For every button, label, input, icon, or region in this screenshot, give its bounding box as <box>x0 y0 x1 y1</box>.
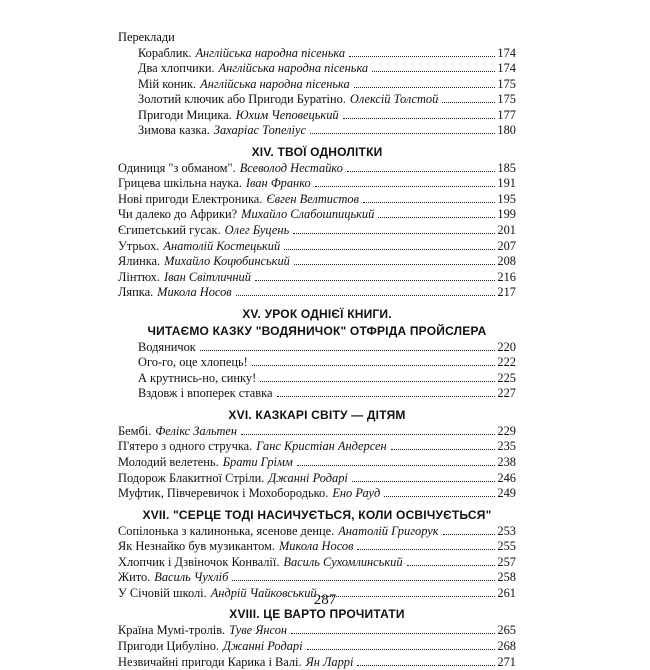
toc-entry[interactable] <box>118 340 516 356</box>
entry-author: Ян Ларрі <box>306 655 354 670</box>
entry-author: Олексій Толстой <box>350 92 438 108</box>
entry-title: Одиниця "з обманом". <box>118 161 236 177</box>
entry-title: А крутнись-но, синку! <box>138 371 256 387</box>
toc-entry[interactable] <box>118 285 516 301</box>
section-label: Переклади <box>118 30 516 46</box>
dot-leader <box>443 533 496 535</box>
dot-leader <box>297 464 496 466</box>
toc-entry[interactable] <box>118 655 516 670</box>
entry-author: Іван Світличний <box>164 270 251 286</box>
toc-entry[interactable] <box>118 371 516 387</box>
entry-title: Ялинка. <box>118 254 160 270</box>
entry-page: 199 <box>497 207 516 223</box>
entry-title: Чи далеко до Африки? <box>118 207 237 223</box>
entry-author: Михайло Коцюбинський <box>164 254 290 270</box>
entry-page: 195 <box>497 192 516 208</box>
section-heading: XVIII. ЦЕ ВАРТО ПРОЧИТАТИ <box>118 606 516 623</box>
entry-page: 271 <box>497 655 516 670</box>
entry-title: Молодий велетень. <box>118 455 219 471</box>
toc-entry[interactable] <box>118 471 516 487</box>
section-heading: XIV. ТВОЇ ОДНОЛІТКИ <box>118 144 516 161</box>
entry-author: Василь Сухомлинський <box>283 555 402 571</box>
toc-entry[interactable] <box>118 455 516 471</box>
entry-page: 265 <box>497 623 516 639</box>
dot-leader <box>343 117 496 119</box>
toc-entry[interactable] <box>118 270 516 286</box>
dot-leader <box>277 395 496 397</box>
entry-page: 174 <box>497 46 516 62</box>
entry-author: Євген Велтистов <box>266 192 359 208</box>
toc-entry[interactable] <box>118 61 516 77</box>
entry-page: 227 <box>497 386 516 402</box>
entry-title: Золотий ключик або Пригоди Буратіно. <box>138 92 346 108</box>
entry-author: Ено Рауд <box>332 486 380 502</box>
entry-author: Англійська народна пісенька <box>200 77 350 93</box>
entry-author: Фелікс Зальтен <box>155 424 237 440</box>
entry-page: 191 <box>497 176 516 192</box>
entry-page: 253 <box>497 524 516 540</box>
page-number: 287 <box>0 592 650 609</box>
toc-entry[interactable] <box>118 524 516 540</box>
entry-page: 258 <box>497 570 516 586</box>
entry-title: Нові пригоди Електроника. <box>118 192 262 208</box>
toc-entry[interactable] <box>118 161 516 177</box>
toc-entry[interactable] <box>118 555 516 571</box>
dot-leader <box>372 70 495 72</box>
entry-author: Іван Франко <box>246 176 311 192</box>
dot-leader <box>442 101 495 103</box>
dot-leader <box>284 248 495 250</box>
entry-page: 235 <box>497 439 516 455</box>
toc-entry[interactable] <box>118 386 516 402</box>
toc-entry[interactable] <box>118 46 516 62</box>
entry-page: 216 <box>497 270 516 286</box>
entry-page: 255 <box>497 539 516 555</box>
entry-author: Туве Янсон <box>229 623 287 639</box>
dot-leader <box>357 664 495 666</box>
dot-leader <box>255 279 495 281</box>
entry-author: Англійська народна пісенька <box>195 46 345 62</box>
dot-leader <box>354 86 496 88</box>
entry-author: Джанні Родарі <box>268 471 348 487</box>
entry-title: Незвичайні пригоди Карика і Валі. <box>118 655 302 670</box>
entry-page: 175 <box>497 77 516 93</box>
entry-title: Пригоди Цибуліно. <box>118 639 219 655</box>
entry-page: 208 <box>497 254 516 270</box>
dot-leader <box>407 564 496 566</box>
toc-entry[interactable] <box>118 539 516 555</box>
entry-page: 177 <box>497 108 516 124</box>
toc-section-translations <box>118 30 516 139</box>
dot-leader <box>384 495 495 497</box>
entry-author: Юхим Чеповецький <box>236 108 339 124</box>
entry-title: Мій коник. <box>138 77 196 93</box>
toc-section-xvi <box>118 407 516 502</box>
entry-title: Сопілонька з калинонька, ясенове денце. <box>118 524 334 540</box>
entry-title: Пригоди Мицика. <box>138 108 232 124</box>
toc-entry[interactable] <box>118 77 516 93</box>
toc-entry[interactable] <box>118 639 516 655</box>
entry-title: Грицева шкільна наука. <box>118 176 242 192</box>
entry-author: Брати Грімм <box>223 455 293 471</box>
entry-title: У Січовій школі. <box>118 586 207 602</box>
toc-entry[interactable] <box>118 192 516 208</box>
dot-leader <box>349 55 495 57</box>
entry-title: Зимова казка. <box>138 123 210 139</box>
table-of-contents <box>118 30 516 670</box>
entry-page: 222 <box>497 355 516 371</box>
toc-entry[interactable] <box>118 207 516 223</box>
entry-page: 185 <box>497 161 516 177</box>
toc-entry[interactable] <box>118 176 516 192</box>
entry-title: Ляпка. <box>118 285 153 301</box>
entry-author: Ганс Кристіан Андерсен <box>256 439 386 455</box>
entry-author: Англійська народна пісенька <box>219 61 369 77</box>
entry-title: Муфтик, Півчеревичок і Мохобородько. <box>118 486 328 502</box>
entry-page: 180 <box>497 123 516 139</box>
toc-section-xv <box>118 306 516 402</box>
entry-title: Водяничок <box>138 340 196 356</box>
toc-entry[interactable] <box>118 486 516 502</box>
entry-page: 246 <box>497 471 516 487</box>
dot-leader <box>378 216 495 218</box>
dot-leader <box>236 294 496 296</box>
entry-author: Анатолій Костецький <box>163 239 280 255</box>
entry-author: Михайло Слабошпицький <box>241 207 374 223</box>
entry-title: Подорож Блакитної Стріли. <box>118 471 264 487</box>
dot-leader <box>232 579 495 581</box>
entry-title: Два хлопчики. <box>138 61 215 77</box>
dot-leader <box>363 201 495 203</box>
dot-leader <box>357 548 495 550</box>
toc-entry[interactable] <box>118 92 516 108</box>
entry-author: Микола Носов <box>157 285 231 301</box>
entry-author: Микола Носов <box>279 539 353 555</box>
entry-page: 249 <box>497 486 516 502</box>
section-heading: XVII. "СЕРЦЕ ТОДІ НАСИЧУЄТЬСЯ, КОЛИ ОСВІЧУЄТЬСЯ" <box>118 507 516 524</box>
dot-leader <box>241 433 495 435</box>
entry-page: 261 <box>497 586 516 602</box>
entry-title: Жито. <box>118 570 150 586</box>
toc-section-xiv <box>118 144 516 301</box>
dot-leader <box>200 349 496 351</box>
entry-title: Як Незнайко був музикантом. <box>118 539 275 555</box>
toc-section-xviii <box>118 606 516 670</box>
section-heading: ЧИТАЄМО КАЗКУ "ВОДЯНИЧОК" ОТФРІДА ПРОЙСЛЕРА <box>118 323 516 340</box>
dot-leader <box>260 380 495 382</box>
entry-page: 207 <box>497 239 516 255</box>
entry-title: Єгипетський гусак. <box>118 223 221 239</box>
dot-leader <box>252 364 496 366</box>
entry-author: Василь Чухліб <box>154 570 228 586</box>
dot-leader <box>310 132 495 134</box>
entry-author: Джанні Родарі <box>223 639 303 655</box>
entry-page: 220 <box>497 340 516 356</box>
entry-title: Ого-го, оце хлопець! <box>138 355 248 371</box>
entry-author: Андрій Чайковський <box>211 586 317 602</box>
entry-author: Захаріас Топеліус <box>214 123 306 139</box>
entry-page: 201 <box>497 223 516 239</box>
entry-author: Анатолій Григорук <box>338 524 438 540</box>
entry-page: 238 <box>497 455 516 471</box>
dot-leader <box>293 232 495 234</box>
toc-entry[interactable] <box>118 123 516 139</box>
entry-page: 174 <box>497 61 516 77</box>
entry-title: Вздовж і впоперек ставка <box>138 386 273 402</box>
toc-entry[interactable] <box>118 439 516 455</box>
toc-entry[interactable] <box>118 355 516 371</box>
entry-page: 225 <box>497 371 516 387</box>
dot-leader <box>391 448 496 450</box>
entry-page: 229 <box>497 424 516 440</box>
dot-leader <box>347 170 495 172</box>
entry-page: 257 <box>497 555 516 571</box>
entry-author: Всеволод Нестайко <box>240 161 343 177</box>
dot-leader <box>352 480 496 482</box>
toc-section-xvii <box>118 507 516 602</box>
entry-title: Бембі. <box>118 424 151 440</box>
toc-entry[interactable] <box>118 254 516 270</box>
entry-page: 217 <box>497 285 516 301</box>
section-heading: XVI. КАЗКАРІ СВІТУ — ДІТЯМ <box>118 407 516 424</box>
entry-page: 175 <box>497 92 516 108</box>
toc-entry[interactable] <box>118 239 516 255</box>
entry-title: Кораблик. <box>138 46 191 62</box>
entry-page: 268 <box>497 639 516 655</box>
toc-entry[interactable] <box>118 223 516 239</box>
entry-author: Олег Буцень <box>225 223 290 239</box>
dot-leader <box>291 632 495 634</box>
entry-title: Хлопчик і Дзвіночок Конвалії. <box>118 555 279 571</box>
entry-title: Лінтюх. <box>118 270 160 286</box>
dot-leader <box>294 263 496 265</box>
dot-leader <box>315 185 496 187</box>
section-heading: XV. УРОК ОДНІЄЇ КНИГИ. <box>118 306 516 323</box>
toc-entry[interactable] <box>118 570 516 586</box>
entry-title: Країна Мумі-тролів. <box>118 623 225 639</box>
toc-entry[interactable] <box>118 623 516 639</box>
toc-entry[interactable] <box>118 424 516 440</box>
entry-title: П'ятеро з одного стручка. <box>118 439 252 455</box>
entry-title: Утрьох. <box>118 239 159 255</box>
toc-entry[interactable] <box>118 108 516 124</box>
